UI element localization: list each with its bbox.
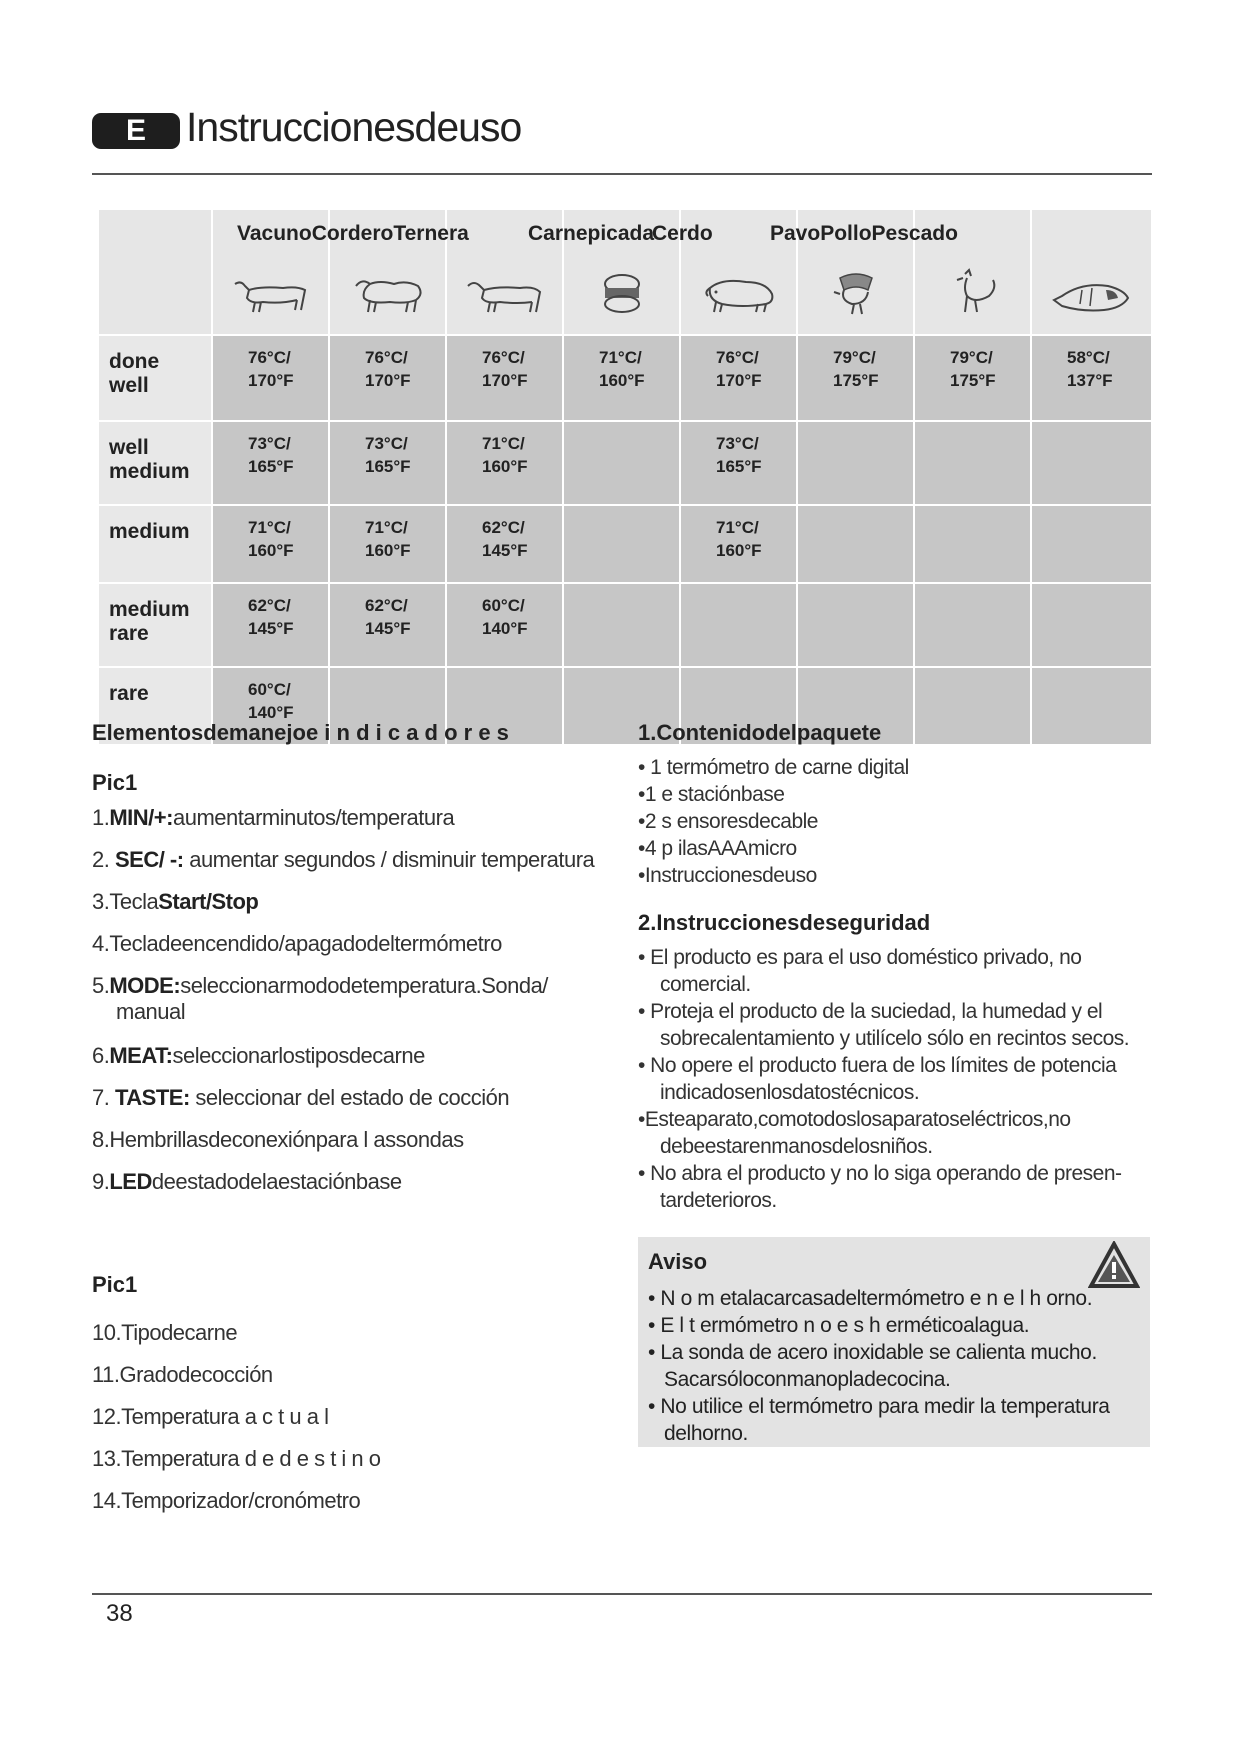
temperature-value: 160°F [482, 457, 528, 476]
temperature-value: 62°C/ [248, 596, 291, 615]
safety-line: • El producto es para el uso doméstico privado, no [638, 946, 1082, 969]
notice-line: • No utilice el termómetro para medir la temperatura [648, 1395, 1110, 1418]
temperature-cell [680, 505, 797, 583]
control-description: aumentarminutos/temperatura [172, 805, 455, 830]
temperature-value: 165°F [248, 457, 294, 476]
temperature-cell [680, 421, 797, 505]
safety-line: tardeterioros. [660, 1189, 777, 1212]
temperature-cell [212, 335, 329, 421]
doneness-label [98, 505, 212, 583]
doneness-label-line: rare [109, 682, 149, 705]
temperature-cell [1031, 421, 1152, 505]
control-number: 8.Hembrillasdeconexiónpara l assondas [92, 1127, 464, 1152]
safety-item [638, 1106, 1150, 1160]
temperature-value: 73°C/ [716, 434, 759, 453]
control-item [92, 973, 548, 1025]
control-item [92, 1169, 402, 1195]
package-item: •Instruccionesdeuso [638, 864, 817, 887]
temperature-cell [797, 505, 914, 583]
temperature-value: 170°F [716, 371, 762, 390]
doneness-label-line: rare [109, 622, 149, 645]
temperature-cell [563, 421, 680, 505]
control-description-cont: manual [116, 999, 186, 1024]
doneness-label-line: medium [109, 598, 190, 621]
control-description: seleccionar del estado de cocción [189, 1085, 510, 1110]
temperature-cell [563, 505, 680, 583]
display-item: 14.Temporizador/cronómetro [92, 1488, 361, 1513]
notice-item [648, 1285, 1143, 1312]
safety-line: • No abra el producto y no lo siga operando de presen- [638, 1162, 1122, 1185]
temperature-value: 137°F [1067, 371, 1113, 390]
temperature-value: 140°F [248, 703, 294, 722]
safety-item [638, 1052, 1150, 1106]
page-header [92, 100, 1152, 170]
notice-title: Aviso [648, 1249, 708, 1274]
doneness-label-line: done [109, 350, 160, 373]
control-key: MEAT: [109, 1043, 173, 1068]
safety-item [638, 1160, 1150, 1214]
temperature-value: 73°C/ [365, 434, 408, 453]
temperature-cell [1031, 583, 1152, 667]
temperature-value: 71°C/ [599, 348, 642, 367]
doneness-label [98, 583, 212, 667]
control-number: 1. [92, 805, 110, 830]
temperature-value: 160°F [599, 371, 645, 390]
safety-line: debeestarenmanosdelosniños. [660, 1135, 933, 1158]
notice-line: • E l t ermómetro n o e s h erméticoalagua. [648, 1314, 1030, 1337]
table-row [98, 421, 1152, 505]
temperature-cell [1031, 667, 1152, 745]
temperature-value: 170°F [365, 371, 411, 390]
temperature-value: 170°F [482, 371, 528, 390]
group-label-beef-lamb-veal: VacunoCorderoTernera [237, 222, 469, 245]
control-description: seleccionarmododetemperatura.Sonda/ [180, 973, 548, 998]
notice-item [648, 1312, 1143, 1339]
footer-divider [92, 1593, 1152, 1595]
temperature-value: 170°F [248, 371, 294, 390]
temperature-cell [446, 335, 563, 421]
doneness-label [98, 335, 212, 421]
safety-line: comercial. [660, 973, 751, 996]
controls-title: Elementosdemanejoe i n d i c a d o r e s [92, 720, 509, 745]
package-title: 1.Contenidodelpaquete [638, 720, 882, 745]
safety-title: 2.Instruccionesdeseguridad [638, 910, 931, 935]
control-number: 3.Tecla [92, 889, 159, 914]
control-item [92, 931, 502, 957]
control-description: seleccionarlostiposdecarne [172, 1043, 425, 1068]
temperature-cell [1031, 335, 1152, 421]
temperature-cell [212, 421, 329, 505]
temperature-value: 175°F [833, 371, 879, 390]
control-item [92, 1127, 464, 1153]
temperature-cell [563, 335, 680, 421]
notice-item [648, 1393, 1143, 1447]
display-item: 10.Tipodecarne [92, 1320, 238, 1345]
group-label-minced-meat: Carnepicada [528, 222, 655, 245]
control-number: 2. [92, 847, 115, 872]
notice-line: delhorno. [664, 1422, 748, 1445]
temperature-cell [329, 335, 446, 421]
doneness-label [98, 421, 212, 505]
table-row [98, 583, 1152, 667]
temperature-value: 160°F [365, 541, 411, 560]
temperature-value: 79°C/ [950, 348, 993, 367]
temperature-value: 71°C/ [365, 518, 408, 537]
temperature-value: 71°C/ [716, 518, 759, 537]
temperature-cell [797, 421, 914, 505]
doneness-label-line: medium [109, 460, 190, 483]
temperature-table [97, 208, 1151, 722]
control-number: 6. [92, 1043, 110, 1068]
temperature-cell [329, 583, 446, 667]
temperature-value: 76°C/ [365, 348, 408, 367]
control-item [92, 1043, 425, 1069]
temperature-cell [1031, 505, 1152, 583]
temperature-value: 60°C/ [482, 596, 525, 615]
temperature-cell [914, 667, 1031, 745]
package-item: •2 s ensoresdecable [638, 810, 818, 833]
temperature-value: 160°F [716, 541, 762, 560]
display-item: 13.Temperatura d e d e s t i n o [92, 1446, 381, 1471]
safety-line: indicadosenlosdatostécnicos. [660, 1081, 920, 1104]
control-number: 7. [92, 1085, 115, 1110]
package-item: • 1 termómetro de carne digital [638, 756, 909, 779]
temperature-cell [563, 583, 680, 667]
temperature-value: 145°F [248, 619, 294, 638]
temperature-cell [446, 421, 563, 505]
temperature-cell [446, 505, 563, 583]
temperature-cell [914, 421, 1031, 505]
safety-list [638, 944, 1150, 1214]
package-list [638, 754, 1150, 889]
header-divider [92, 173, 1152, 175]
table-row [98, 505, 1152, 583]
temperature-value: 76°C/ [716, 348, 759, 367]
notice-list [648, 1285, 1143, 1447]
pic1-heading: Pic1 [92, 770, 138, 795]
temperature-value: 62°C/ [365, 596, 408, 615]
temperature-cell [797, 335, 914, 421]
temperature-cell [797, 583, 914, 667]
control-item [92, 805, 454, 831]
package-item: •1 e staciónbase [638, 783, 785, 806]
package-item: •4 p ilasAAAmicro [638, 837, 797, 860]
doneness-label-line: well [109, 374, 149, 397]
notice-box [638, 1237, 1150, 1447]
temperature-value: 145°F [365, 619, 411, 638]
temperature-value: 165°F [365, 457, 411, 476]
notice-line: • N o m etalacarcasadeltermómetro e n e l h orno. [648, 1287, 1093, 1310]
temperature-value: 76°C/ [248, 348, 291, 367]
control-key: MIN/+: [109, 805, 173, 830]
temperature-value: 165°F [716, 457, 762, 476]
control-number: 9. [92, 1169, 110, 1194]
temperature-cell [212, 505, 329, 583]
notice-line: Sacarsóloconmanopladecocina. [664, 1368, 951, 1391]
control-key: LED [109, 1169, 152, 1194]
temperature-value: 160°F [248, 541, 294, 560]
temperature-cell [212, 583, 329, 667]
temperature-value: 140°F [482, 619, 528, 638]
temperature-cell [914, 583, 1031, 667]
safety-line: • No opere el producto fuera de los límites de potencia [638, 1054, 1117, 1077]
safety-item [638, 998, 1150, 1052]
temperature-value: 73°C/ [248, 434, 291, 453]
control-item [92, 1085, 509, 1111]
temperature-value: 71°C/ [482, 434, 525, 453]
display-item: 11.Gradodecocción [92, 1362, 273, 1387]
control-key: Start/Stop [158, 889, 259, 914]
table-row [98, 335, 1152, 421]
notice-line: • La sonda de acero inoxidable se calienta mucho. [648, 1341, 1097, 1364]
temperature-value: 60°C/ [248, 680, 291, 699]
safety-item [638, 944, 1150, 998]
pic1-heading-2: Pic1 [92, 1272, 138, 1297]
temperature-value: 175°F [950, 371, 996, 390]
display-item: 12.Temperatura a c t u a l [92, 1404, 329, 1429]
control-description: deestadodelaestaciónbase [151, 1169, 402, 1194]
temperature-value: 145°F [482, 541, 528, 560]
control-number: 4.Tecladeencendido/apagadodeltermómetro [92, 931, 502, 956]
temperature-cell [329, 505, 446, 583]
safety-line: sobrecalentamiento y utilícelo sólo en recintos secos. [660, 1027, 1130, 1050]
temperature-cell [680, 335, 797, 421]
control-key: MODE: [109, 973, 181, 998]
temperature-cell [680, 583, 797, 667]
temperature-cell [914, 505, 1031, 583]
temperature-value: 62°C/ [482, 518, 525, 537]
temperature-value: 58°C/ [1067, 348, 1110, 367]
doneness-label-line: well [109, 436, 149, 459]
language-badge: E [92, 113, 180, 149]
safety-line: • Proteja el producto de la suciedad, la humedad y el [638, 1000, 1103, 1023]
temperature-value: 79°C/ [833, 348, 876, 367]
control-item [92, 847, 594, 873]
page-number: 38 [106, 1600, 133, 1627]
notice-item [648, 1339, 1143, 1393]
temperature-cell [329, 421, 446, 505]
warning-icon [1088, 1241, 1140, 1289]
safety-line: •Esteaparato,comotodoslosaparatoseléctricos,no [638, 1108, 1071, 1131]
control-description: aumentar segundos / disminuir temperatura [183, 847, 595, 872]
control-number: 5. [92, 973, 110, 998]
temperature-cell [446, 583, 563, 667]
page-title: Instruccionesdeuso [186, 104, 522, 150]
control-item [92, 889, 258, 915]
control-key: SEC/ -: [114, 847, 184, 872]
temperature-value: 76°C/ [482, 348, 525, 367]
group-label-turkey-chicken-fish: PavoPolloPescado [770, 222, 958, 245]
temperature-cell [914, 335, 1031, 421]
doneness-label-line: medium [109, 520, 190, 543]
column-groups [97, 208, 1151, 336]
control-key: TASTE: [114, 1085, 190, 1110]
temperature-value: 71°C/ [248, 518, 291, 537]
group-label-pork: Cerdo [652, 222, 713, 245]
